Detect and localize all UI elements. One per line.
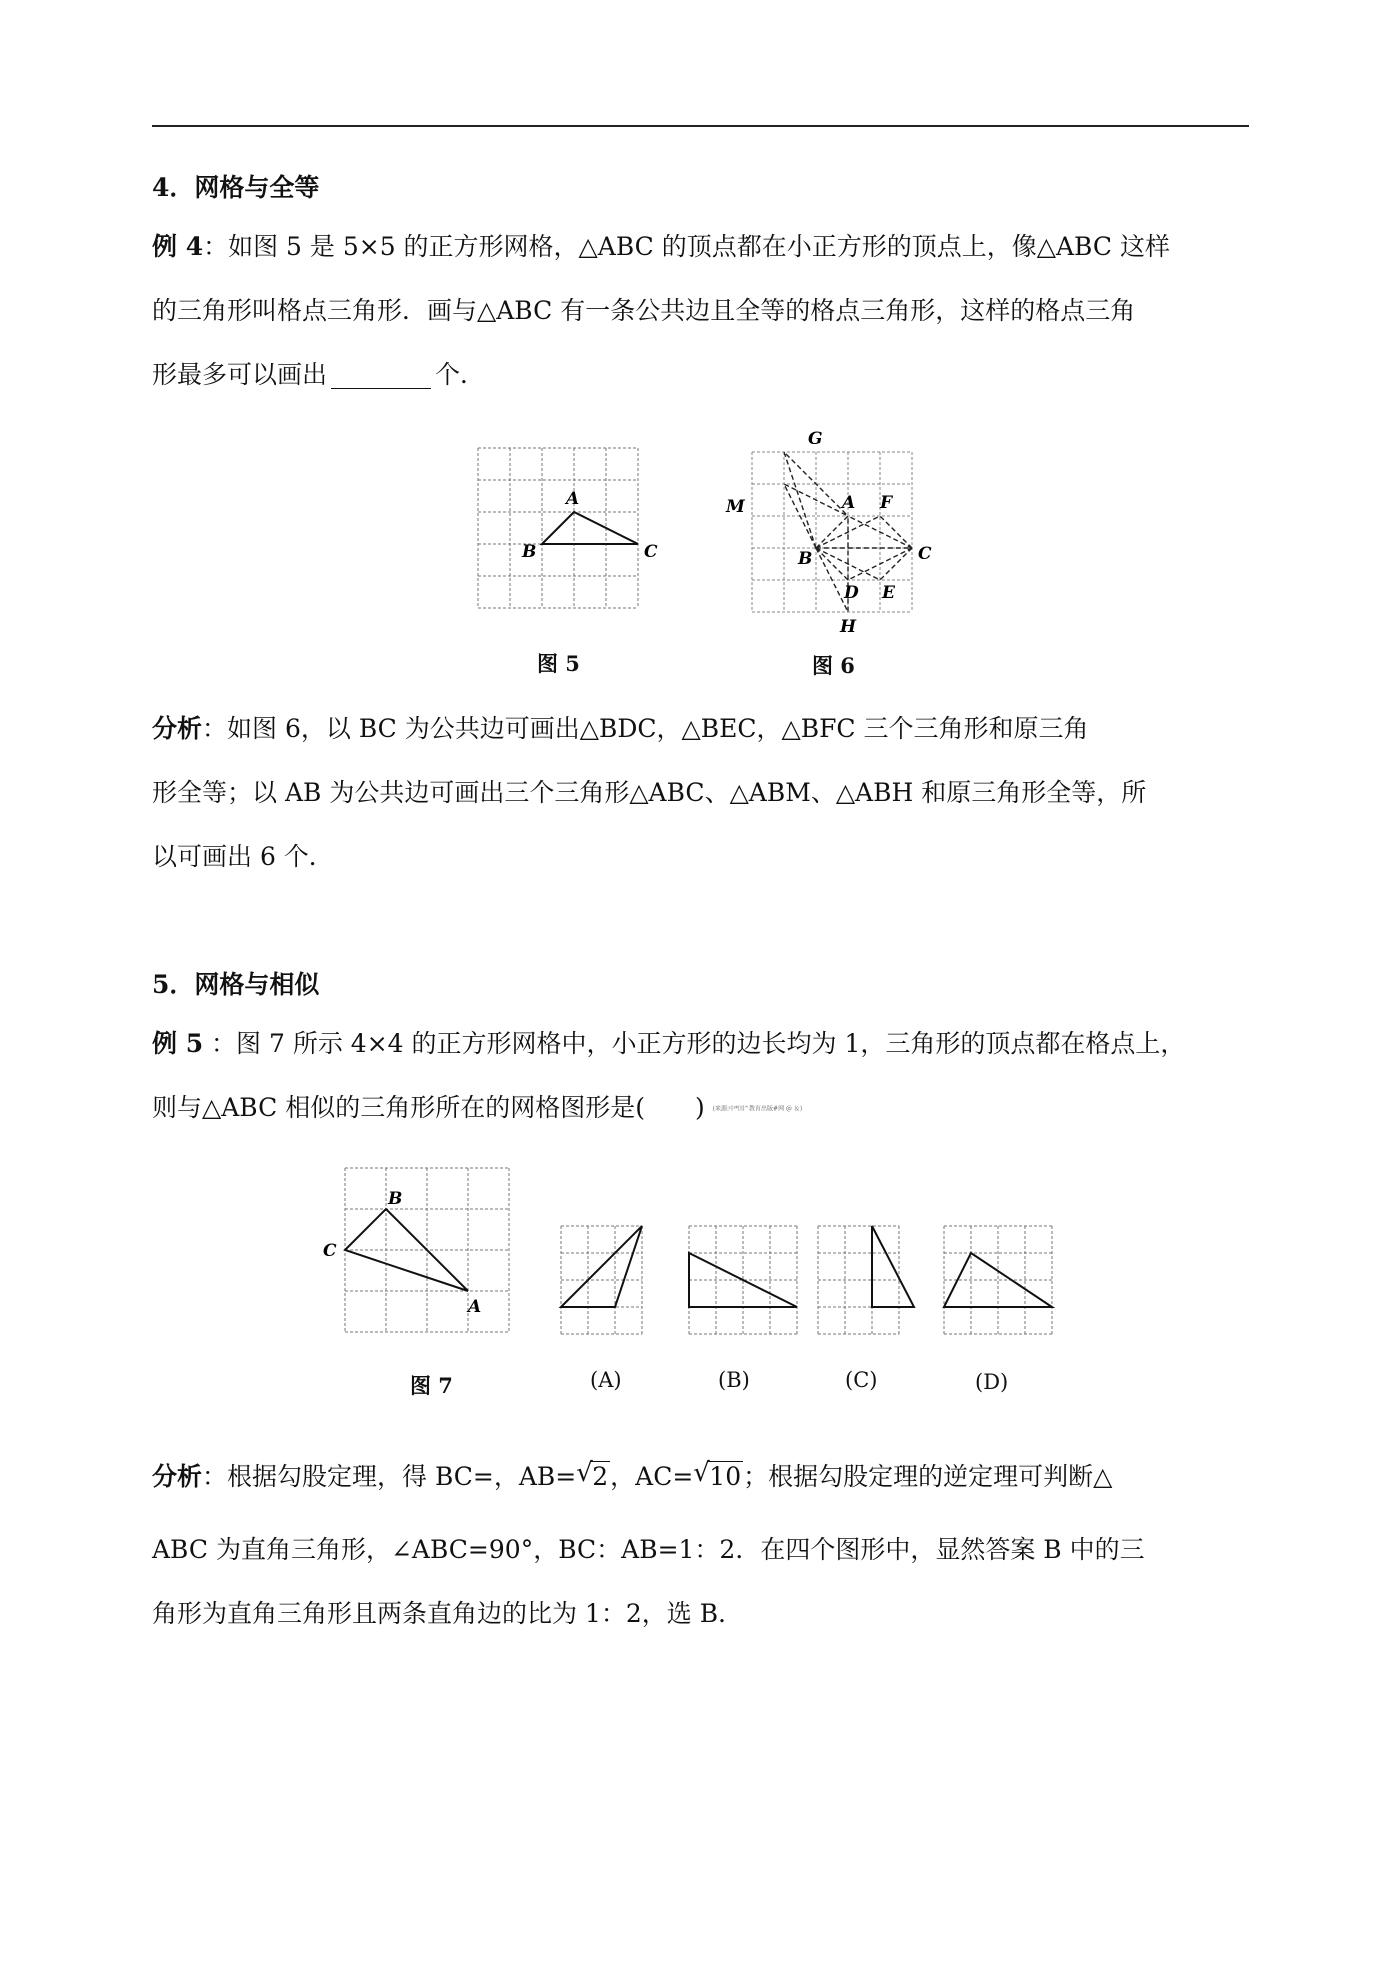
option-a-figure [557,1222,657,1342]
fig6-label-a: A [842,493,856,513]
figure-7 [318,1160,518,1360]
fig6-label-c: C [918,544,932,564]
example-5-text-1: ：图 7 所示 4×4 的正方形网格中，小正方形的边长均为 1，三角形的顶点都在格点上， [203,1029,1186,1058]
figure-6-caption: 图 6 [812,653,855,678]
fig6-label-b: B [798,549,813,569]
analysis-5-text-1b: ，AC= [610,1462,694,1491]
analysis-5-label: 分析 [152,1462,203,1491]
fig7-label-c: C [323,1241,337,1261]
sqrt-10: √ 10 [693,1458,742,1491]
analysis-4-line-2: 形全等；以 AB 为公共边可画出三个三角形△ABC、△ABM、△ABH 和原三角形全等，所 [152,778,1147,807]
example-4-text-3b: 个． [435,360,486,389]
option-c-figure [814,1222,924,1342]
fig7-label-a: A [468,1297,482,1317]
section-4-heading: 4．网格与全等 [152,173,320,202]
figure-5-caption: 图 5 [537,651,580,676]
analysis-4-line-3: 以可画出 6 个． [152,842,334,871]
analysis-4-line-1 [152,697,1089,761]
example-4-text-1: ：如图 5 是 5×5 的正方形网格，△ABC 的顶点都在小正方形的顶点上，像△ABC 这样 [203,232,1170,261]
option-d-caption: (D) [975,1370,1009,1394]
option-c-caption: (C) [845,1368,878,1392]
example-4-line-1 [152,215,1170,279]
top-rule [152,125,1249,127]
option-b-figure [685,1222,805,1342]
analysis-4-label: 分析 [152,714,203,743]
example-5-text-2: 则与△ABC 相似的三角形所在的网格图形是( ) [152,1093,705,1122]
example-4-line-3 [152,343,485,407]
section-5-heading: 5．网格与相似 [152,970,320,999]
figure-6 [718,428,948,638]
fig6-label-f: F [880,493,893,513]
example-4-line-2: 的三角形叫格点三角形．画与△ABC 有一条公共边且全等的格点三角形，这样的格点三角 [152,296,1136,325]
sqrt-2: √ 2 [576,1458,609,1491]
example-4-label: 例 4 [152,232,204,261]
analysis-5-text-1a: ：根据勾股定理，得 BC=，AB= [202,1462,577,1491]
source-watermark: (来源:中*国^教育出版#网 @ ＆) [712,1105,803,1113]
option-d-figure [940,1222,1060,1342]
fig5-label-c: C [644,542,658,562]
analysis-5-line-2: ABC 为直角三角形，∠ABC=90°，BC：AB=1：2．在四个图形中，显然答案 B 中的三 [152,1535,1145,1564]
triangle-abc [542,512,638,544]
example-5-line-1 [152,1012,1185,1076]
analysis-5-text-1c: ；根据勾股定理的逆定理可判断△ [743,1462,1113,1491]
example-4-text-3a: 形最多可以画出 [152,360,328,389]
answer-blank [331,361,431,390]
analysis-5-line-1 [152,1445,1112,1509]
option-b-caption: (B) [718,1368,750,1392]
analysis-4-text-1: ：如图 6，以 BC 为公共边可画出△BDC，△BEC，△BFC 三个三角形和原三角 [202,714,1089,743]
example-5-line-2 [152,1076,802,1142]
fig6-label-d: D [844,583,859,603]
fig7-label-b: B [388,1189,403,1209]
fig6-label-e: E [882,583,895,603]
fig6-label-h: H [840,617,857,637]
example-5-label: 例 5 [152,1029,204,1058]
figure-5 [470,440,680,620]
figure-7-caption: 图 7 [410,1373,453,1398]
fig6-label-g: G [808,429,823,449]
fig6-label-m: M [726,497,745,517]
fig5-label-a: A [566,489,580,509]
option-a-caption: (A) [590,1368,622,1392]
analysis-5-line-3: 角形为直角三角形且两条直角边的比为 1：2，选 B． [152,1599,744,1628]
fig5-label-b: B [522,542,537,562]
